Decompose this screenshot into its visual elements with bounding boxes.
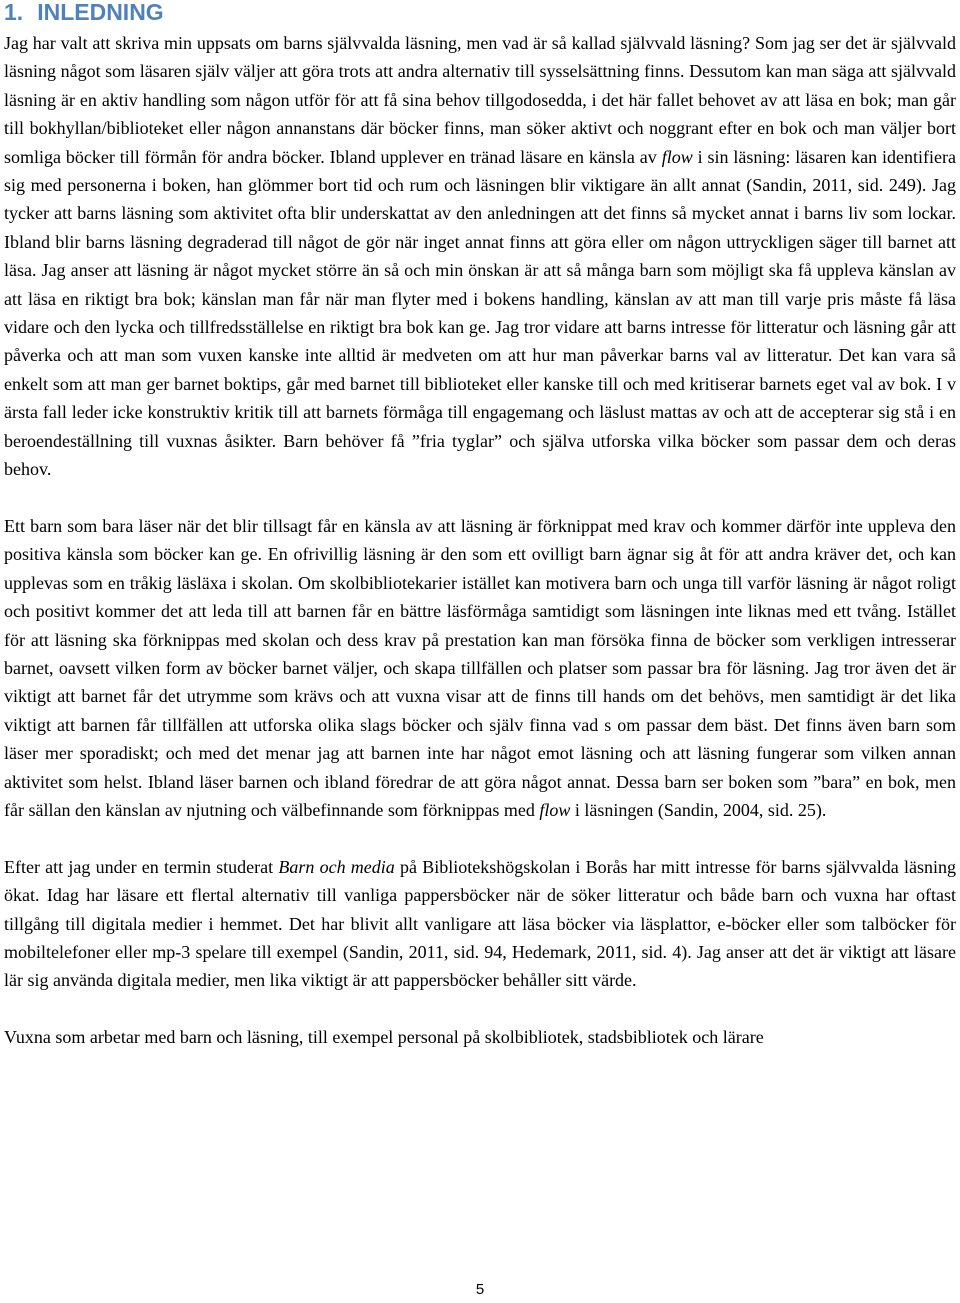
section-title: INLEDNING: [37, 0, 164, 25]
page-number: 5: [475, 1281, 485, 1298]
text-run: Ett barn som bara läser när det blir tillsagt får en känsla av att läsning är förknippat med krav och kommer därför inte uppleva den positiva känsla som böcker kan ge. En ofrivillig läsning är den som ett ovilligt barn ägnar sig åt för att andra kräver det, och kan upplevas som en tråkig läsläxa i skolan. Om skolbibliotekarier istället kan motivera barn och unga till varför läsning är något roligt och positivt kommer det att leda till att barnen får en bättre läsförmåga samtidigt som läsningen inte liknas med ett tvång. Istället för att läsning ska förknippas med skolan och dess krav på prestation kan man försöka finna de böcker som verkligen intresserar barnet, oavsett vilken form av böcker barnet väljer, och skapa tillfällen och platser som passar bra för läsning. Jag tror även det är viktigt att barnet får det utrymme som krävs och att vuxna visar att de finns till hands om det behövs, men samtidigt är det lika viktigt att barnen får tillfällen att utforska olika slags böcker och själv finna vad s om passar dem bäst. Det finns även barn som läser mer sporadiskt; och med det menar jag att barnen inte har något emot läsning och att läsning fungerar som vilken annan aktivitet som helst. Ibland läser barnen och ibland föredrar de att göra något annat. Dessa barn ser boken som ”bara” en bok, men får sällan den känslan av njutning och välbefinnande som förknippas med: [4, 515, 956, 820]
text-run: Efter att jag under en termin studerat: [4, 856, 279, 877]
italic-term-flow: flow: [661, 146, 693, 167]
paragraph-1: [4, 29, 956, 484]
text-run: Jag har valt att skriva min uppsats om barns självvalda läsning, men vad är så kallad självvald läsning? Som jag ser det är självvald läsning något som läsaren själv väljer att göra trots att andra alternativ till sysselsättning finns. Dessutom kan man säga att självvald läsning är en aktiv handling som någon utför för att få sina behov tillgodosedda, i det här fallet behovet av att läsa en bok; man går till bokhyllan/biblioteket eller någon annanstans där böcker finns, man söker aktivt och noggrant efter en bok och man väljer bort somliga böcker till förmån för andra böcker. Ibland upplever en tränad läsare en känsla av: [4, 33, 956, 167]
paragraph-2: [4, 512, 956, 824]
body-text: [4, 29, 956, 1052]
text-run: i läsningen (Sandin, 2004, sid. 25).: [570, 799, 827, 820]
paragraph-3: [4, 853, 956, 995]
section-heading: [4, 0, 164, 26]
text-run: i sin läsning: läsaren kan identifiera sig med personerna i boken, han glömmer bort tid och rum och läsningen blir viktigare än allt annat (Sandin, 2011, sid. 249). Jag tycker att barns läsning som aktivitet ofta blir underskattat av den anledningen att det finns så mycket annat i barns liv som lockar. Ibland blir barns läsning degraderad till något de gör när inget annat finns att göra eller om någon uttryckligen säger till barnet att läsa. Jag anser att läsning är något mycket större än så och min önskan är att så många barn som möjligt ska få uppleva känslan av att läsa en riktigt bra bok; känslan man får när man flyter med i bokens handling, känslan av att man till varje pris måste få läsa vidare och den lycka och tillfredsställelse en riktigt bra bok kan ge. Jag tror vidare att barns intresse för litteratur och läsning går att påverka och att man som vuxen kanske inte alltid är medveten om att hur man påverkar barns val av litteratur. Det kan vara så enkelt som att man ger barnet boktips, går med barnet till biblioteket eller kanske till och med kritiserar barnets eget val av bok. I v ärsta fall leder icke konstruktiv kritik till att barnets förmåga till engagemang och läslust mattas av och att de accepterar sig stå i en beroendeställning till vuxnas åsikter. Barn behöver få ”fria tyglar” och själva utforska vilka böcker som passar dem och deras behov.: [4, 146, 956, 480]
section-number: 1.: [4, 0, 24, 25]
italic-term-flow: flow: [539, 799, 571, 820]
paragraph-4: [4, 1023, 956, 1051]
text-run: Vuxna som arbetar med barn och läsning, till exempel personal på skolbibliotek, stadsbibliotek och lärare: [4, 1027, 764, 1048]
text-run: på Bibliotekshögskolan i Borås har mitt intresse för barns självvalda läsning ökat. Idag har läsare ett flertal alternativ till vanliga pappersböcker när de söker litteratur och både barn och vuxna har oftast tillgång till digitala medier i hemmet. Det har blivit allt vanligare att läsa böcker via läsplattor, e-böcker eller som talböcker för mobiltelefoner eller mp-3 spelare till exempel (Sandin, 2011, sid. 94, Hedemark, 2011, sid. 4). Jag anser att det är viktigt att läsare lär sig använda digitala medier, men lika viktigt är att pappersböcker behåller sitt värde.: [4, 856, 956, 991]
italic-course-title: Barn och media: [278, 856, 395, 877]
